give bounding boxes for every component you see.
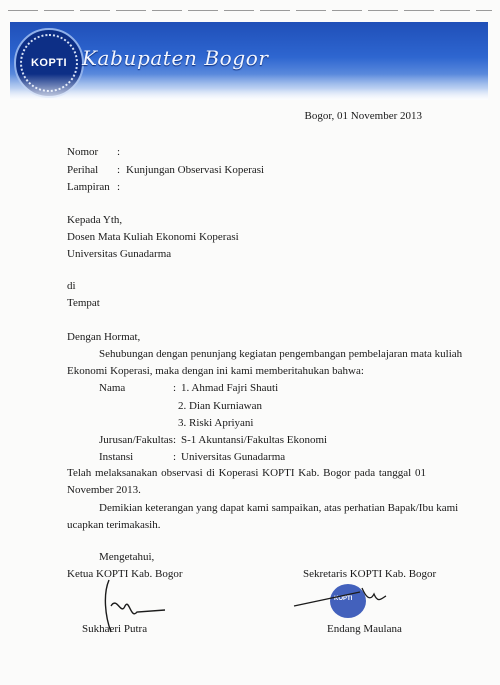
observation-line-2: November 2013. bbox=[67, 484, 141, 496]
nomor-colon: : bbox=[117, 146, 121, 158]
acknowledged-label: Mengetahui, bbox=[99, 551, 155, 563]
closing-line-2: ucapkan terimakasih. bbox=[67, 519, 161, 531]
salutation: Dengan Hormat, bbox=[67, 331, 141, 343]
perihal-colon: : bbox=[117, 164, 121, 176]
secretary-role: Sekretaris KOPTI Kab. Bogor bbox=[303, 568, 437, 580]
closing-line-1: Demikian keterangan yang dapat kami sampaikan, atas perhatian Bapak/Ibu kami bbox=[99, 502, 459, 514]
letterhead-banner bbox=[10, 22, 488, 100]
recipient-place: Tempat bbox=[67, 297, 100, 309]
secretary-signature bbox=[290, 580, 400, 620]
instansi-colon: : bbox=[173, 451, 177, 463]
perihal-value: Kunjungan Observasi Koperasi bbox=[126, 164, 265, 176]
nama-label: Nama bbox=[99, 382, 126, 394]
jurusan-value: S-1 Akuntansi/Fakultas Ekonomi bbox=[181, 434, 328, 446]
perihal-label: Perihal bbox=[67, 164, 99, 176]
kopti-logo bbox=[14, 28, 84, 98]
jurusan-colon: : bbox=[173, 434, 177, 446]
student-name-1: 1. Ahmad Fajri Shauti bbox=[181, 382, 279, 394]
lampiran-colon: : bbox=[117, 181, 121, 193]
secretary-name: Endang Maulana bbox=[327, 623, 402, 635]
intro-line-2: Ekonomi Koperasi, maka dengan ini kami memberitahukan bahwa: bbox=[67, 365, 364, 377]
nama-colon: : bbox=[173, 382, 177, 394]
instansi-value: Universitas Gunadarma bbox=[181, 451, 286, 463]
stamp-text: KOPTI bbox=[334, 596, 353, 602]
logo-text: KOPTI bbox=[30, 57, 68, 69]
recipient-di: di bbox=[67, 280, 76, 292]
scan-top-rule bbox=[8, 10, 492, 11]
chairman-name: Sukhaeri Putra bbox=[82, 623, 148, 635]
nomor-label: Nomor bbox=[67, 146, 99, 158]
lampiran-label: Lampiran bbox=[67, 181, 110, 193]
observation-line-1: Telah melaksanakan observasi di Koperasi KOPTI Kab. Bogor pada tanggal 01 bbox=[67, 467, 426, 479]
instansi-label: Instansi bbox=[99, 451, 134, 463]
jurusan-label: Jurusan/Fakultas bbox=[99, 434, 173, 446]
chairman-role: Ketua KOPTI Kab. Bogor bbox=[67, 568, 183, 580]
student-name-2: 2. Dian Kurniawan bbox=[178, 400, 263, 412]
letter-date: Bogor, 01 November 2013 bbox=[304, 110, 422, 122]
recipient-institution: Universitas Gunadarma bbox=[67, 248, 172, 260]
recipient-greeting: Kepada Yth, bbox=[67, 214, 123, 226]
recipient-title: Dosen Mata Kuliah Ekonomi Koperasi bbox=[67, 231, 239, 243]
region-title: Kabupaten Bogor bbox=[82, 46, 269, 70]
student-name-3: 3. Riski Apriyani bbox=[178, 417, 254, 429]
intro-line-1: Sehubungan dengan penunjang kegiatan pengembangan pembelajaran mata kuliah bbox=[99, 348, 463, 360]
